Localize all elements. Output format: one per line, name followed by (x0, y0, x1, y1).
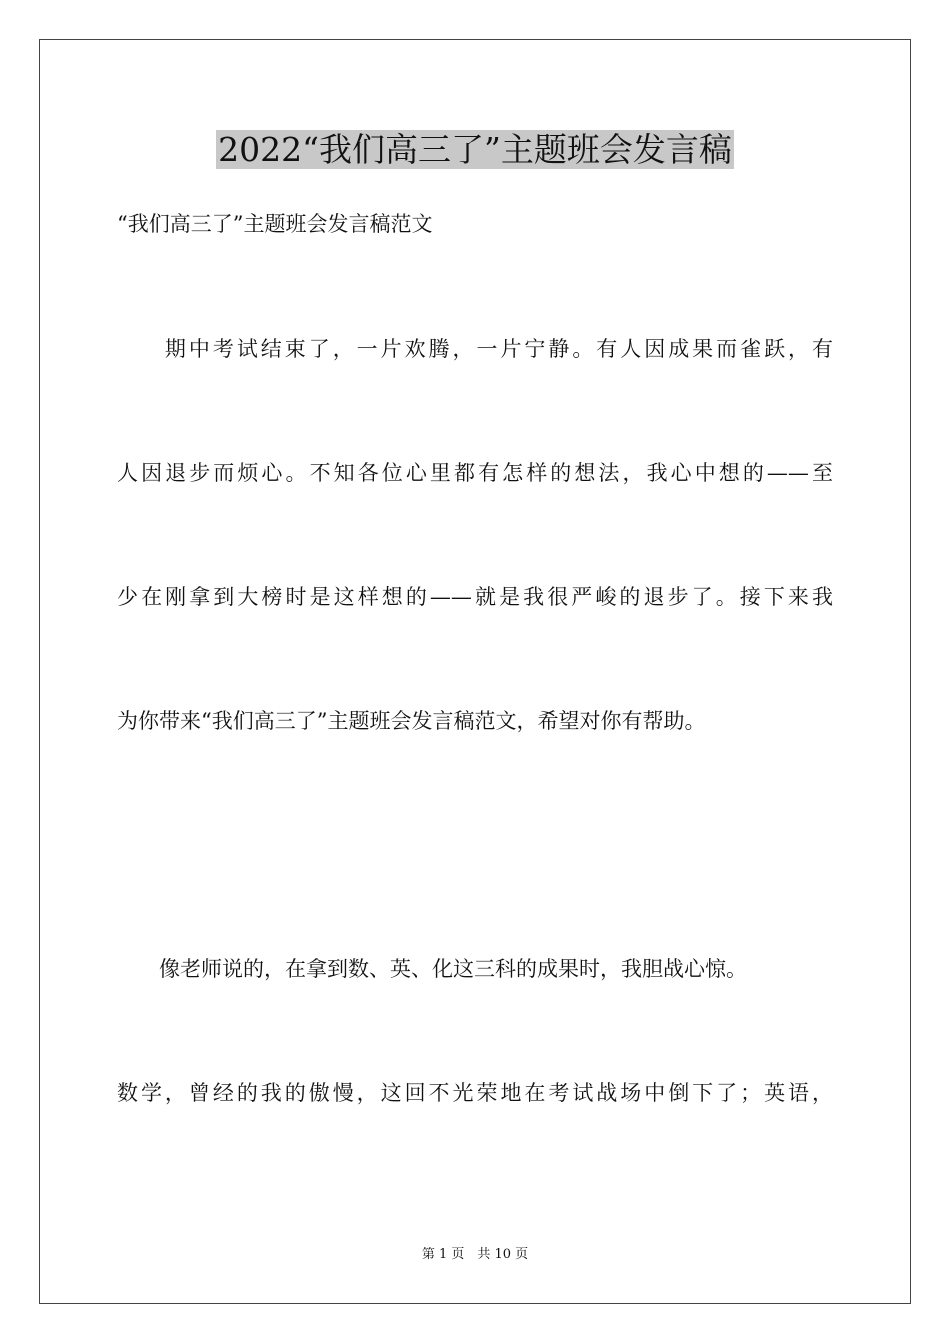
paragraph-1-line-2: 人因退步而烦心。不知各位心里都有怎样的想法，我心中想的——至 (117, 461, 833, 485)
paragraph-1-line-3: 少在刚拿到大榜时是这样想的——就是我很严峻的退步了。接下来我 (117, 585, 833, 609)
paragraph-2-line-2: 数学，曾经的我的傲慢，这回不光荣地在考试战场中倒下了；英语， (117, 1081, 833, 1105)
paragraph-2-line-1: 像老师说的，在拿到数、英、化这三科的成果时，我胆战心惊。 (117, 957, 747, 981)
page-number-footer: 第 1 页 共 10 页 (421, 1247, 529, 1262)
paragraph-1-line-4: 为你带来“我们高三了”主题班会发言稿范文，希望对你有帮助。 (117, 709, 706, 733)
document-subtitle: “我们高三了”主题班会发言稿范文 (117, 212, 433, 236)
paragraph-1-line-1: 期中考试结束了，一片欢腾，一片宁静。有人因成果而雀跃，有 (117, 337, 833, 361)
document-title-text: 2022“我们高三了”主题班会发言稿 (218, 130, 732, 169)
document-title (0, 128, 950, 172)
